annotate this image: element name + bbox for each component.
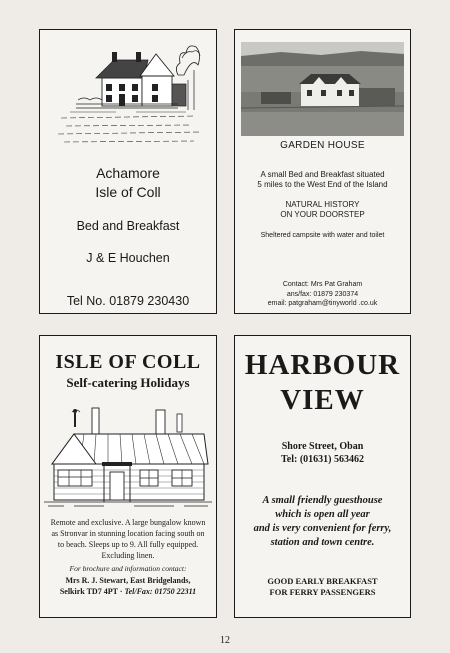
- telephone-number: Tel: (01631) 563462: [281, 454, 364, 465]
- harbour-view-ad: [234, 335, 411, 618]
- address: Shore Street, Oban: [281, 441, 364, 452]
- ad-heading-line2: VIEW: [280, 384, 365, 416]
- contact-postcode: Selkirk TD7 4PT ·: [59, 587, 125, 596]
- ad-name-line2: Isle of Coll: [95, 184, 161, 200]
- description-line: as Stronvar in stunning location facing south on: [51, 529, 205, 538]
- ad-name-line1: Achamore: [96, 165, 160, 181]
- campsite-note: Sheltered campsite with water and toilet: [260, 232, 385, 239]
- breakfast-line2: FOR FERRY PASSENGERS: [269, 587, 376, 597]
- cottage-sketch-image: [56, 40, 202, 150]
- bungalow-drawing: [44, 398, 212, 510]
- accommodation-type: Bed and Breakfast: [76, 219, 180, 233]
- owner-names: J & E Houchen: [86, 251, 170, 265]
- tagline-line: A small friendly guesthouse: [262, 495, 383, 506]
- garden-house-photo: [241, 42, 404, 136]
- ad-subheading: Self-catering Holidays: [66, 375, 190, 390]
- description-line: to beach. Sleeps up to 9. All fully equipped.: [57, 540, 199, 549]
- description-line2: 5 miles to the West End of the Island: [257, 180, 388, 189]
- contact-telfax: Tel/Fax: 01750 22311: [124, 587, 197, 596]
- natural-history-line2: ON YOUR DOORSTEP: [280, 210, 365, 219]
- contact-name: Contact: Mrs Pat Graham: [282, 281, 363, 288]
- breakfast-line1: GOOD EARLY BREAKFAST: [267, 576, 378, 586]
- contact-email: email: patgraham@tinyworld .co.uk: [267, 300, 378, 307]
- tagline: [235, 494, 410, 550]
- page-number: 12: [220, 635, 230, 646]
- contact-phone: ans/fax: 01879 230374: [286, 291, 359, 298]
- description-line1: A small Bed and Breakfast situated: [260, 170, 385, 179]
- self-catering-ad: [39, 335, 217, 618]
- tagline-line: station and town centre.: [270, 537, 375, 548]
- contact-label: For brochure and information contact:: [69, 564, 187, 573]
- ad-title: GARDEN HOUSE: [280, 140, 365, 151]
- telephone-number: Tel No. 01879 230430: [66, 294, 190, 308]
- ad-heading: ISLE OF COLL: [55, 351, 201, 373]
- description-paragraph: [44, 517, 212, 561]
- natural-history-line1: NATURAL HISTORY: [285, 200, 360, 209]
- description-line: Remote and exclusive. A large bungalow known: [50, 518, 206, 527]
- ad-heading-line1: HARBOUR: [244, 349, 401, 381]
- tagline-line: which is open all year: [275, 509, 370, 520]
- contact-address-line1: Mrs R. J. Stewart, East Bridgelands,: [65, 576, 191, 585]
- description-line: Excluding linen.: [101, 551, 155, 560]
- tagline-line: and is very convenient for ferry,: [253, 523, 392, 534]
- contact-address-line2: [40, 587, 216, 596]
- achamore-ad: [39, 29, 217, 314]
- garden-house-ad: [234, 29, 411, 314]
